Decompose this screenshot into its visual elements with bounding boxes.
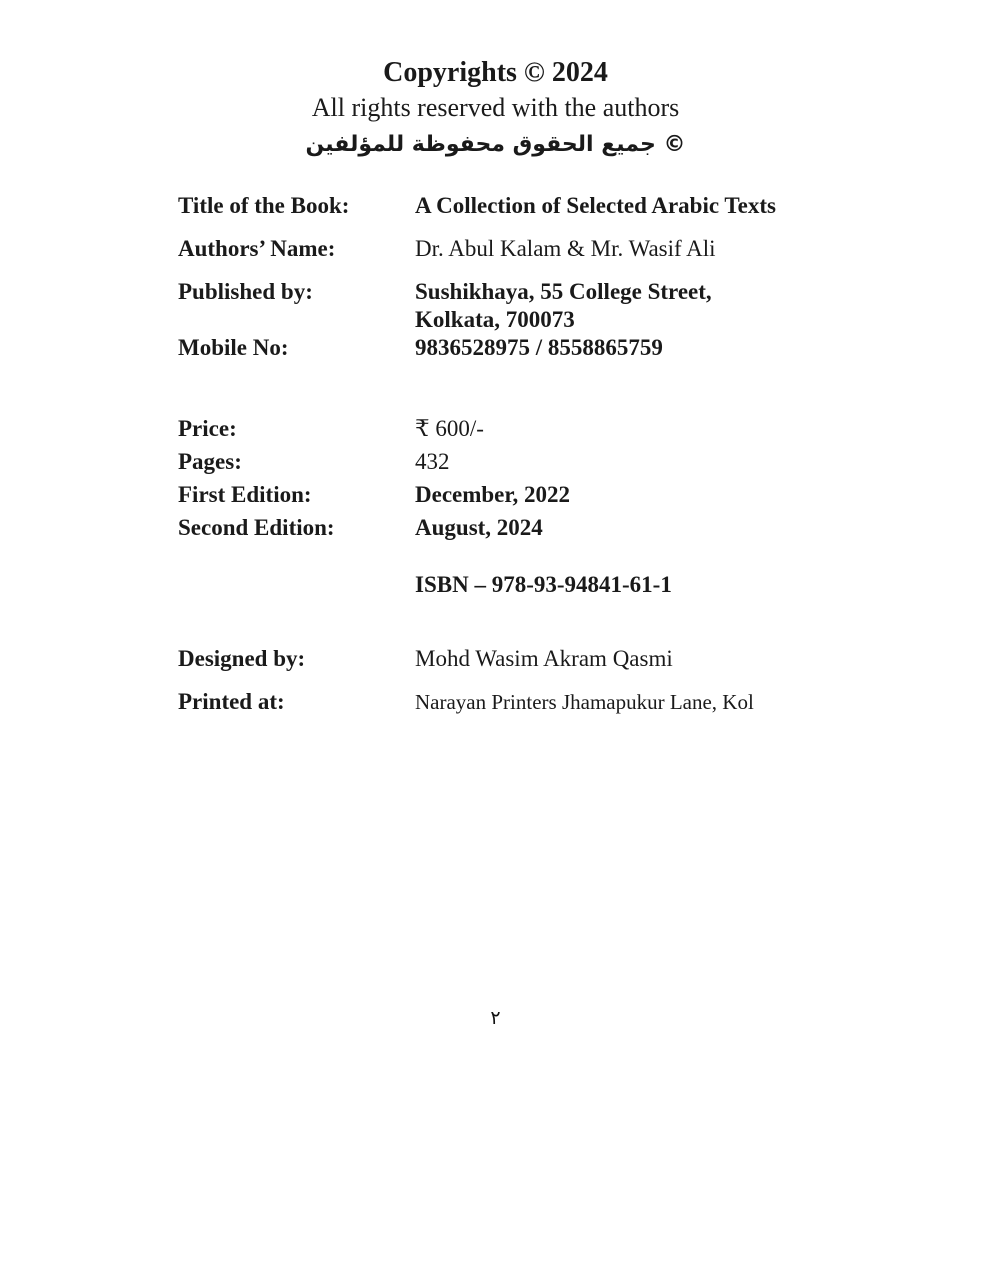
edition-info-section	[178, 412, 991, 599]
first-edition-label: First Edition:	[178, 482, 312, 507]
publisher-row	[178, 278, 991, 334]
price-value: ₹ 600/-	[415, 416, 484, 441]
title-row	[178, 192, 991, 220]
authors-label: Authors’ Name:	[178, 236, 336, 261]
pages-row	[178, 445, 991, 478]
copyright-header	[0, 0, 991, 162]
page-footer	[0, 1003, 991, 1033]
credits-section	[178, 645, 991, 716]
arabic-rights-line: © جميع الحقوق محفوظة للمؤلفين	[305, 132, 686, 157]
publisher-label: Published by:	[178, 279, 313, 304]
designed-by-label: Designed by:	[178, 646, 306, 671]
price-label: Price:	[178, 416, 237, 441]
authors-value: Dr. Abul Kalam & Mr. Wasif Ali	[415, 236, 716, 261]
printed-at-row	[178, 688, 991, 716]
pages-label: Pages:	[178, 449, 242, 474]
publisher-address-line2: Kolkata, 700073	[415, 307, 575, 332]
mobile-row	[178, 334, 991, 362]
isbn-line: ISBN – 978-93-94841-61-1	[415, 572, 672, 597]
book-info-section	[178, 192, 991, 362]
printed-at-value: Narayan Printers Jhamapukur Lane, Kol	[415, 690, 754, 714]
designed-by-value: Mohd Wasim Akram Qasmi	[415, 646, 673, 671]
printed-at-label: Printed at:	[178, 689, 285, 714]
second-edition-label: Second Edition:	[178, 515, 335, 540]
pages-value: 432	[415, 449, 450, 474]
page-number: ٢	[490, 1007, 501, 1029]
second-edition-value: August, 2024	[415, 515, 543, 540]
title-label: Title of the Book:	[178, 193, 350, 218]
first-edition-row	[178, 478, 991, 511]
authors-row	[178, 235, 991, 263]
publisher-address-line1: Sushikhaya, 55 College Street,	[415, 279, 712, 304]
title-value: A Collection of Selected Arabic Texts	[415, 193, 776, 218]
copyright-title: Copyrights © 2024	[383, 57, 608, 88]
price-row	[178, 412, 991, 445]
designed-by-row	[178, 645, 991, 673]
first-edition-value: December, 2022	[415, 482, 570, 507]
publisher-value	[415, 278, 712, 334]
mobile-value: 9836528975 / 8558865759	[415, 335, 663, 360]
mobile-label: Mobile No:	[178, 335, 289, 360]
rights-reserved-line: All rights reserved with the authors	[311, 93, 680, 122]
second-edition-row	[178, 511, 991, 544]
